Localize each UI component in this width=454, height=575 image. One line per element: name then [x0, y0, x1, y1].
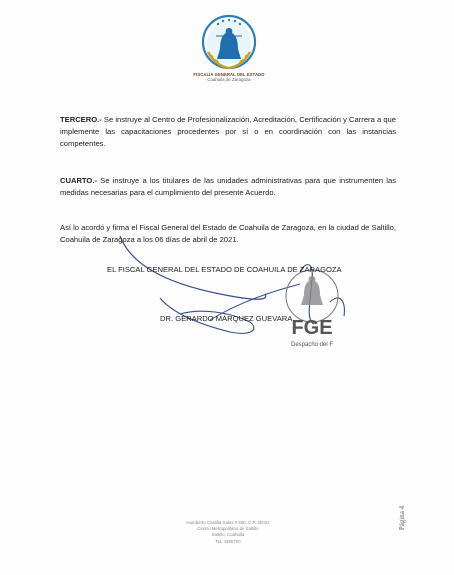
official-seal: [276, 262, 366, 354]
logo-caption-line1: FISCALÍA GENERAL DEL ESTADO: [193, 72, 265, 77]
tercero-label: TERCERO.-: [60, 115, 102, 124]
cuarto-text: Se instruye a los titulares de las unidades administrativas para que instrumenten las medidas necesarias para el cumplimiento del presente Acuerdo.: [60, 176, 396, 198]
footer-line4: Tel. 4380700: [215, 538, 241, 544]
seal-text: Despacho del F: [290, 342, 334, 348]
paragraph-tercero: [60, 114, 396, 151]
footer-line1: Humberto Castilla Salas # 600, C.P. 25022: [186, 520, 270, 525]
signatory-name: DR. GERARDO MÁRQUEZ GUEVARA: [160, 314, 293, 323]
paragraph-closing: Así lo acordó y firma el Fiscal General del Estado de Coahuila de Zaragoza, en la ciudad de Saltillo, Coahuila de Zaragoza a los 06 días de abril de 2021.: [60, 223, 396, 245]
cuarto-label: CUARTO.-: [60, 176, 97, 185]
footer-address: [168, 520, 288, 545]
page-number: [390, 500, 430, 540]
justice-figure-icon: [196, 12, 262, 74]
page-number-text: Página 4: [398, 505, 407, 531]
signatory-title: EL FISCAL GENERAL DEL ESTADO DE COAHUILA DE ZARAGOZA: [107, 265, 342, 274]
logo-caption: [186, 72, 272, 82]
paragraph-cuarto: [60, 175, 396, 199]
tercero-text: Se instruye al Centro de Profesionalización, Acreditación, Certificación y Carrera a que implemente las capacitaciones procedentes por sí o en coordinación con las instancias competentes.: [60, 115, 396, 149]
logo-caption-line2: Coahuila de Zaragoza: [207, 77, 251, 82]
footer-line2: Centro Metropolitano de Saltillo: [197, 526, 259, 532]
seal-initials: FGE: [291, 317, 333, 339]
footer-line3: Saltillo, Coahuila: [211, 532, 245, 538]
